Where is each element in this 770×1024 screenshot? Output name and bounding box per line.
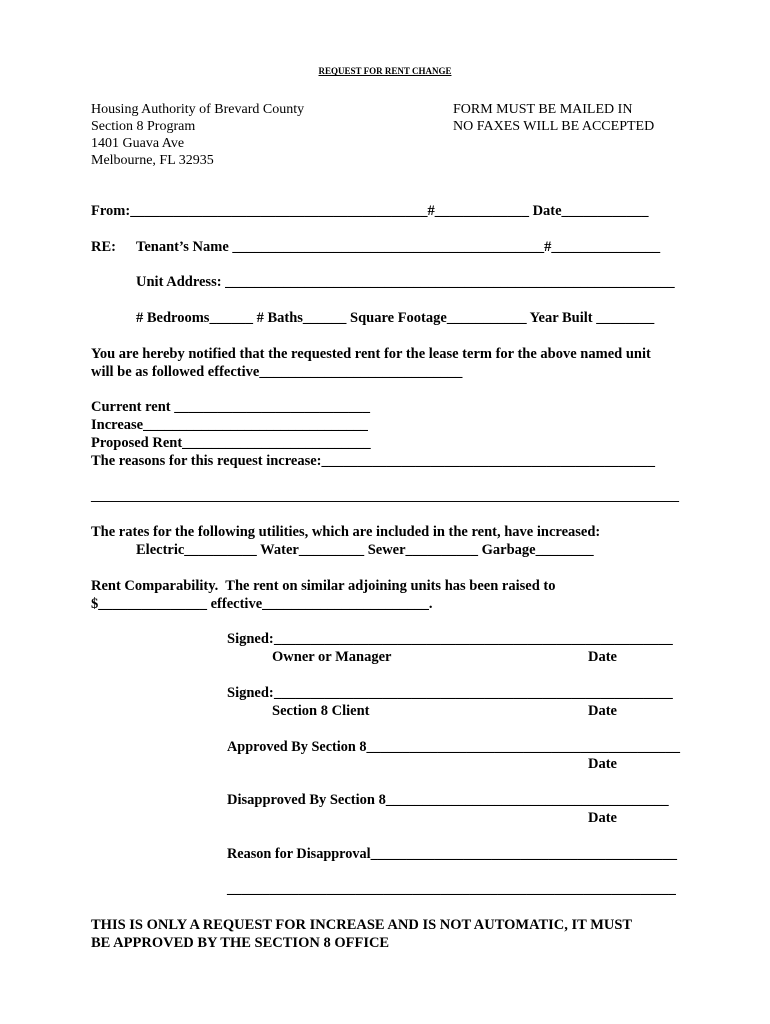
unit-details-fields[interactable]: # Bedrooms______ # Baths______ Square Footage___________ Year Built ________ xyxy=(136,310,655,326)
owner-label: Owner or Manager xyxy=(272,649,392,665)
footer-notice-line2: BE APPROVED BY THE SECTION 8 OFFICE xyxy=(91,935,390,951)
reasons-field-line2[interactable]: ____________________________________________________________________________________ xyxy=(91,489,679,504)
footer-notice: THIS IS ONLY A REQUEST FOR INCREASE AND IS NOT AUTOMATIC, IT MUST xyxy=(91,917,633,933)
disapproval-reason-line2[interactable]: _______________________________________________________________ xyxy=(227,881,676,897)
fax-notice: NO FAXES WILL BE ACCEPTED xyxy=(453,119,655,134)
utilities-fields[interactable]: Electric__________ Water_________ Sewer__________ Garbage________ xyxy=(136,542,594,558)
disapproval-reason-field[interactable]: Reason for Disapproval___________________________________________ xyxy=(227,846,677,862)
tenant-name-field[interactable]: Tenant’s Name ___________________________________________#_______________ xyxy=(136,239,661,255)
client-signature-field[interactable]: _______________________________________________________ xyxy=(274,685,673,701)
increase-field[interactable]: Increase_______________________________ xyxy=(91,417,368,433)
effective-date-field[interactable]: will be as followed effective____________________________ xyxy=(91,364,463,380)
page-title: REQUEST FOR RENT CHANGE xyxy=(318,66,452,76)
approved-field[interactable]: Approved By Section 8____________________________________________ xyxy=(227,739,680,755)
client-label: Section 8 Client xyxy=(272,703,370,719)
signed-label-owner: Signed: xyxy=(227,631,274,647)
comparability-fields[interactable]: $_______________ effective_______________________. xyxy=(91,596,433,612)
comparability-text: Rent Comparability. The rent on similar adjoining units has been raised to xyxy=(91,578,556,594)
agency-street: 1401 Guava Ave xyxy=(91,136,185,151)
reasons-field[interactable]: The reasons for this request increase:______________________________________________ xyxy=(91,453,656,469)
signed-label-client: Signed: xyxy=(227,685,274,701)
proposed-rent-field[interactable]: Proposed Rent__________________________ xyxy=(91,435,371,451)
client-date-label: Date xyxy=(588,703,617,719)
owner-signature-field[interactable]: _______________________________________________________ xyxy=(274,631,673,647)
unit-address-field[interactable]: Unit Address: ______________________________________________________________ xyxy=(136,274,675,290)
from-field[interactable]: From:_________________________________________#_____________ Date____________ xyxy=(91,203,649,219)
approved-date-label: Date xyxy=(588,756,617,772)
utilities-text: The rates for the following utilities, which are included in the rent, have increased: xyxy=(91,524,601,540)
agency-name: Housing Authority of Brevard County xyxy=(91,102,305,117)
current-rent-field[interactable]: Current rent ___________________________ xyxy=(91,399,370,415)
agency-city: Melbourne, FL 32935 xyxy=(91,153,214,168)
mail-notice: FORM MUST BE MAILED IN xyxy=(453,102,633,117)
notification-text: You are hereby notified that the requested rent for the lease term for the above named unit xyxy=(91,346,651,362)
agency-program: Section 8 Program xyxy=(91,119,196,134)
disapproved-date-label: Date xyxy=(588,810,617,826)
disapproved-field[interactable]: Disapproved By Section 8_______________________________________ xyxy=(227,792,669,808)
re-label: RE: xyxy=(91,239,116,255)
owner-date-label: Date xyxy=(588,649,617,665)
